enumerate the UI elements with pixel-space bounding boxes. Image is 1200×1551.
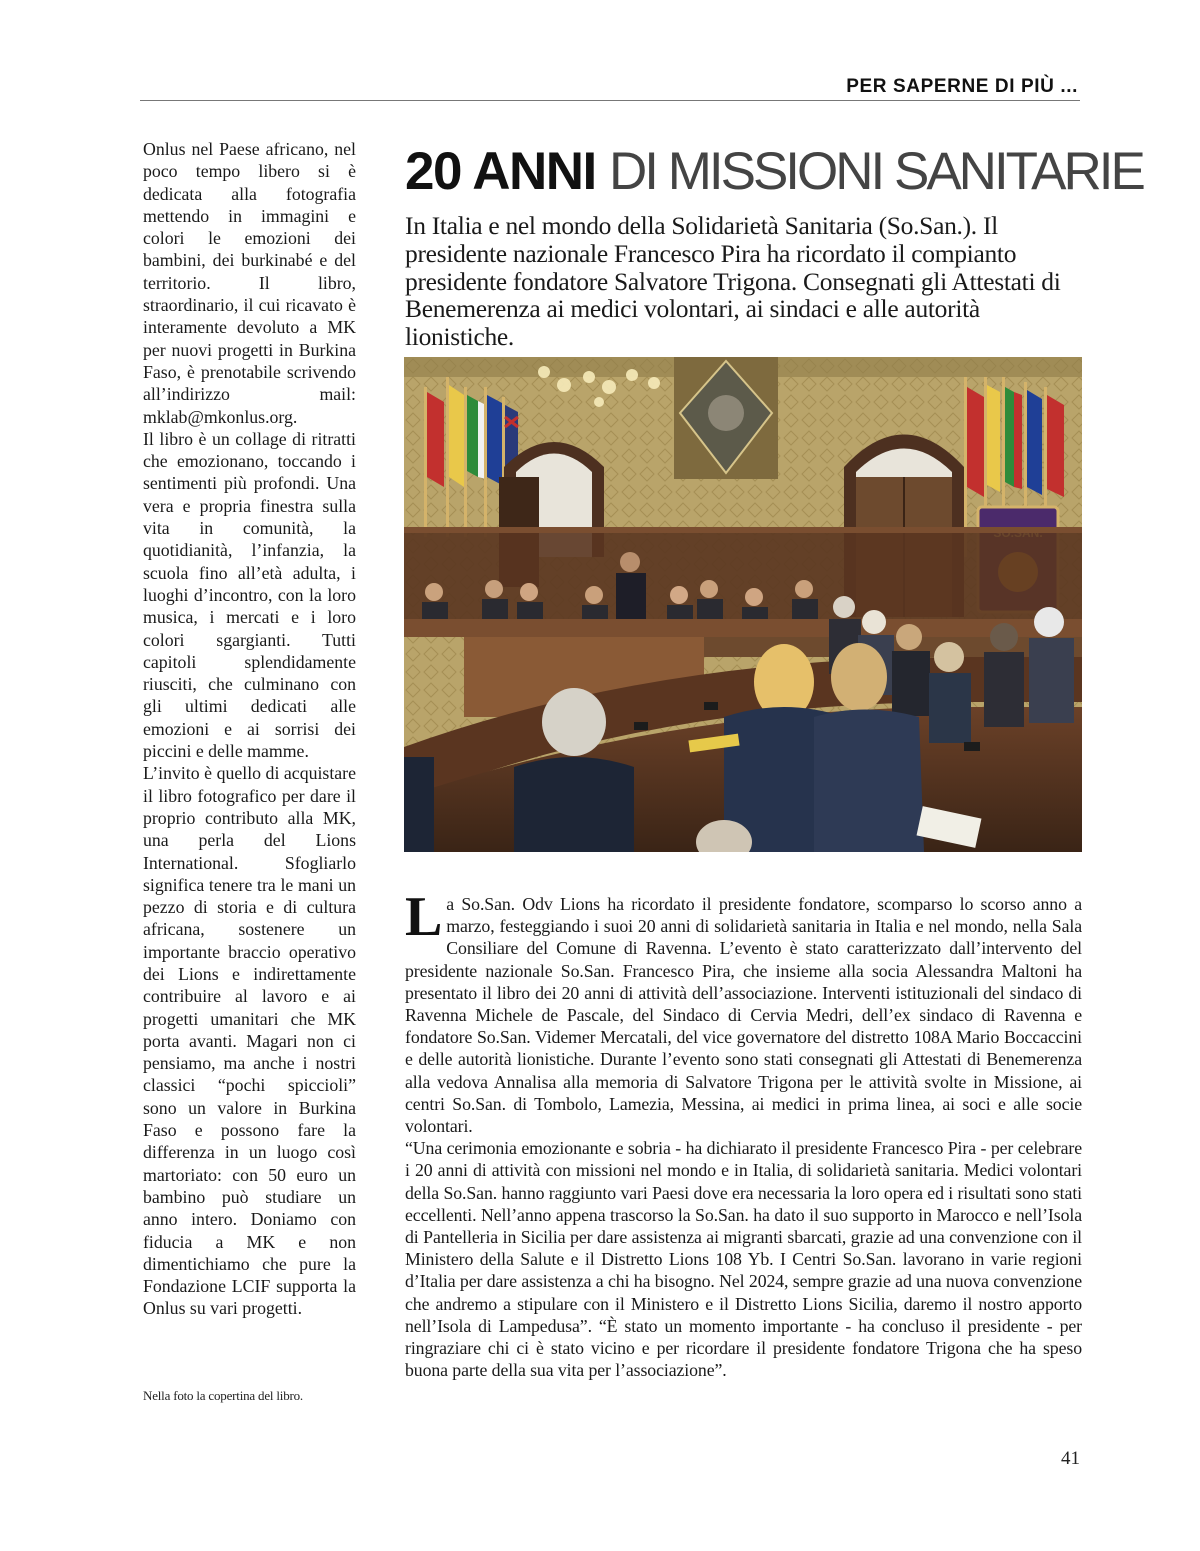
left-column bbox=[143, 138, 356, 1320]
body-paragraph-2: “Una cerimonia emozionante e sobria - ha dichiarato il presidente Francesco Pira - per celebrare i 20 anni di attività con missioni nel mondo e in Italia, di solidarietà sanitaria. Medici volontari della So.San. hanno raggiunto vari Paesi dove era necessaria la loro opera ed i risultati sono stati eccellenti. Nell’anno appena trascorso la So.San. ha dato il suo supporto in Marocco e nell’Isola di Pantelleria in Sicilia per dare assistenza ai migranti sbarcati, grazie ad una convenzione con il Ministero della Salute e il Distretto Lions 108 Yb. I Centri So.San. lavorano in varie regioni d’Italia per dare assistenza a chi ha bisogno. Nel 2024, sempre grazie ad una nuova convenzione che andremo a stipulare con il Ministero e il Distretto Lions Sicilia, daremo il nostro apporto nell’Isola di Lampedusa”. “È stato un momento importante - ha concluso il presidente - per ringraziare chi ci è stato vicino e per ricordare il presidente fondatore Trigona che ha speso buona parte della sua vita per l’associazione”. bbox=[405, 1138, 1082, 1381]
body-paragraph-1 bbox=[405, 886, 1082, 1137]
photo-caption: Nella foto la copertina del libro. bbox=[143, 1388, 303, 1403]
article-headline bbox=[405, 142, 1143, 201]
left-paragraph: Il libro è un collage di ritratti che emozionano, toccando i sentimenti più profondi. Una vera e propria finestra sulla vita in comunità, la quotidianità, l’infanzia, la scuola fino all’età adulta, i luoghi d’incontro, con la loro musica, i mercati e i loro colori sgargianti. Tutti capitoli splendidamente riusciti, che culminano con gli ultimi dedicati alle emozioni e ai sorrisi dei piccini e delle mamme. bbox=[143, 428, 356, 762]
left-paragraph: Onlus nel Paese africano, nel poco tempo libero si è dedicata alla fotografia mettendo in immagini e colori le emozioni dei bambini, dei burkinabé e del territorio. Il libro, straordinario, il cui ricavato è interamente devoluto a MK per nuovi progetti in Burkina Faso, è prenotabile scrivendo all’indirizzo mail: mklab@mkonlus.org. bbox=[143, 139, 356, 427]
section-label: PER SAPERNE DI PIÙ ... bbox=[846, 76, 1078, 97]
drop-cap: L bbox=[405, 886, 443, 948]
page-number: 41 bbox=[1061, 1448, 1080, 1469]
council-hall-photo bbox=[404, 357, 1082, 852]
page-header bbox=[140, 70, 1080, 101]
left-paragraph: L’invito è quello di acquistare il libro fotografico per dare il proprio contributo alla MK, una perla del Lions International. Sfogliarlo significa tenere tra le mani un pezzo di storia e di cultura africana, sostenere un importante braccio operativo dei Lions e indirettamente contribuire al lavoro e ai progetti umanitari che MK porta avanti. Magari non ci pensiamo, ma anche i nostri classici “pochi spiccioli” sono un valore in Burkina Faso e possono fare la differenza in un luogo così martoriato: con 50 euro un bambino può studiare un anno intero. Doniamo con fiducia a MK e non dimentichiamo che pure la Fondazione LCIF supporta la Onlus su vari progetti. bbox=[143, 763, 356, 1319]
article-body bbox=[405, 886, 1082, 1381]
body-paragraph-1-text: a So.San. Odv Lions ha ricordato il presidente fondatore, scomparso lo scorso anno a marzo, festeggiando i suoi 20 anni di solidarietà sanitaria in Italia e nel mondo, nella Sala Consiliare del Comune di Ravenna. L’evento è stato caratterizzato dall’intervento del presidente nazionale So.San. Francesco Pira, che insieme alla socia Alessandra Maltoni ha presentato il libro dei 20 anni di attività dell’associazione. Interventi istituzionali del sindaco di Ravenna Michele de Pascale, del Sindaco di Cervia Medri, dell’ex sindaco di Ravenna e fondatore So.San. Videmer Mercatali, del vice governatore del distretto 108A Mario Boccaccini e delle autorità lionistiche. Durante l’evento sono stati consegnati gli Attestati di Benemerenza alla vedova Annalisa alla memoria di Salvatore Trigona per le attività svolte in Missione, ai centri So.San. di Tombolo, Lamezia, Messina, ai medici in prima linea, ai soci e alle socie volontari. bbox=[405, 894, 1082, 1137]
headline-bold: 20 ANNI bbox=[405, 142, 596, 201]
article-subhead: In Italia e nel mondo della Solidarietà Sanitaria (So.San.). Il presidente nazionale Francesco Pira ha ricordato il compianto presidente fondatore Salvatore Trigona. Consegnati gli Attestati di Benemerenza ai medici volontari, ai sindaci e alle autorità lionistiche. bbox=[405, 211, 1061, 352]
headline-light: DI MISSIONI SANITARIE bbox=[609, 142, 1143, 201]
